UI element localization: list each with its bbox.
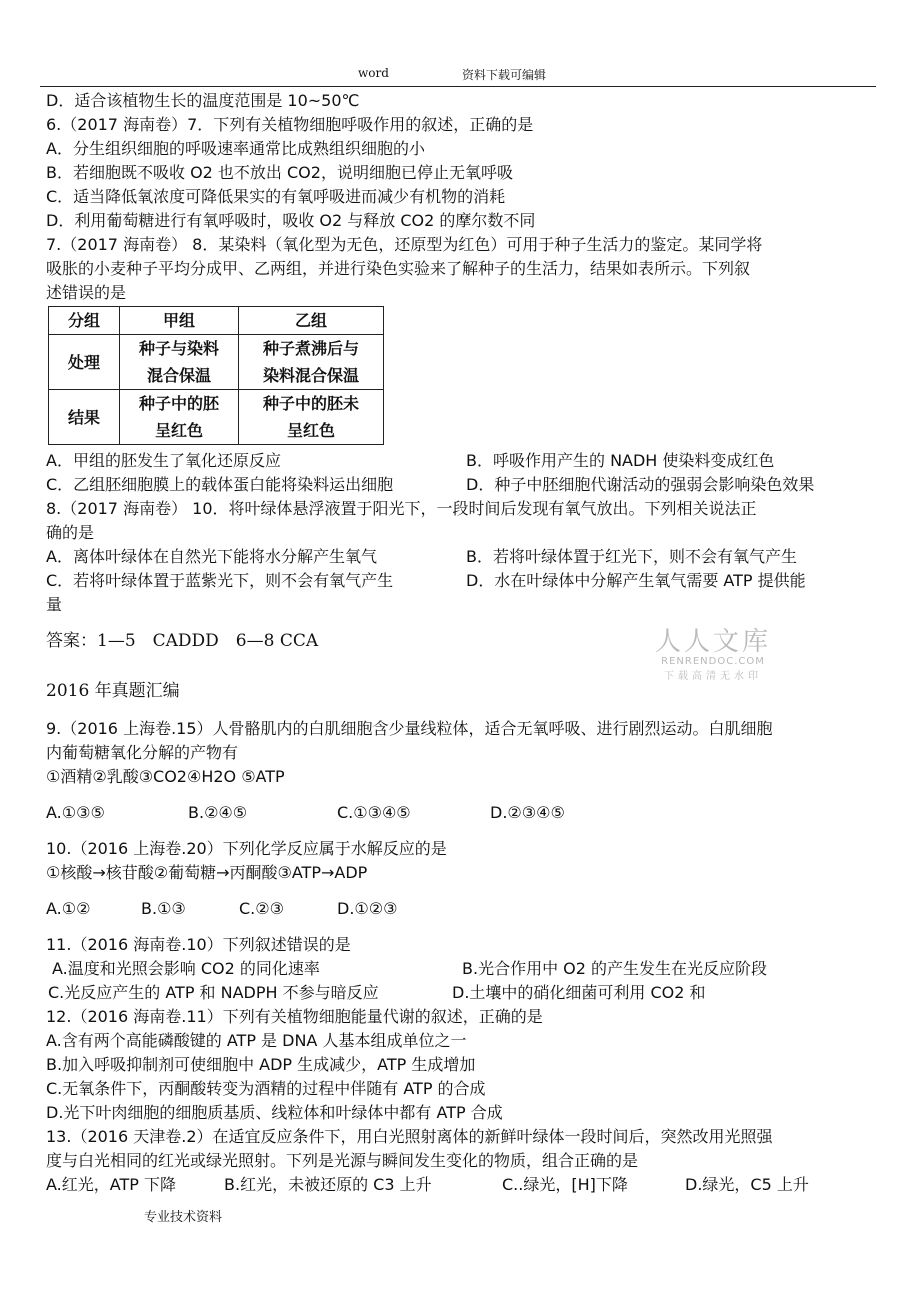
option-b: B.红光，未被还原的 C3 上升	[224, 1175, 432, 1194]
option-d: D.土壤中的硝化细菌可利用 CO2 和	[452, 983, 706, 1002]
option-b: B.加入呼吸抑制剂可使细胞中 ADP 生成减少，ATP 生成增加	[46, 1055, 476, 1074]
option-a: A．离体叶绿体在自然光下能将水分解产生氧气	[46, 547, 377, 566]
watermark-url: RENRENDOC.COM	[661, 656, 765, 667]
page-footer: 专业技术资料	[144, 1210, 223, 1225]
experiment-table	[48, 306, 384, 445]
option-c: C.无氧条件下，丙酮酸转变为酒精的过程中伴随有 ATP 的合成	[46, 1079, 486, 1098]
page-header	[40, 64, 876, 87]
question-7: 7.（2017 海南卷） 8．某染料（氧化型为无色，还原型为红色）可用于种子生活力的鉴定。某同学将	[46, 235, 763, 254]
option-d: D.绿光，C5 上升	[685, 1175, 809, 1194]
question-8: 8.（2017 海南卷） 10．将叶绿体悬浮液置于阳光下，一段时间后发现有氧气放出。下列相关说法正	[46, 499, 757, 518]
option-c: C．乙组胚细胞膜上的载体蛋白能将染料运出细胞	[46, 475, 394, 494]
option-a: A.含有两个高能磷酸键的 ATP 是 DNA 人基本组成单位之一	[46, 1031, 467, 1050]
watermark-note: 下载高清无水印	[664, 671, 762, 682]
watermark-text: 人人文库	[654, 627, 771, 657]
option-line: D．利用葡萄糖进行有氧呼吸时，吸收 O2 与释放 CO2 的摩尔数不同	[46, 211, 536, 230]
table-cell: 处理	[49, 335, 120, 390]
option-d: D.②③④⑤	[490, 803, 565, 822]
option-line: C．适当降低氧浓度可降低果实的有氧呼吸进而减少有机物的消耗	[46, 187, 506, 206]
text-line: 确的是	[46, 523, 95, 542]
text-line: 述错误的是	[46, 283, 127, 302]
option-b: B.①③	[141, 899, 186, 918]
table-cell: 种子煮沸后与 染料混合保温	[239, 335, 384, 390]
option-c: C.②③	[239, 899, 284, 918]
option-line: B．若细胞既不吸收 O2 也不放出 CO2，说明细胞已停止无氧呼吸	[46, 163, 513, 182]
table-cell: 结果	[49, 390, 120, 445]
table-cell: 分组	[49, 307, 120, 335]
option-b: B．呼吸作用产生的 NADH 使染料变成红色	[466, 451, 775, 470]
text-line: ①酒精②乳酸③CO2④H2O ⑤ATP	[46, 767, 285, 786]
section-title: 2016 年真题汇编	[46, 681, 180, 701]
table-row	[49, 335, 384, 390]
option-b: B.②④⑤	[188, 803, 248, 822]
option-a: A.①③⑤	[46, 803, 105, 822]
header-subtitle: 资料下载可编辑	[462, 68, 547, 82]
table-row	[49, 390, 384, 445]
question-6: 6.（2017 海南卷）7．下列有关植物细胞呼吸作用的叙述，正确的是	[46, 115, 534, 134]
option-c: C.光反应产生的 ATP 和 NADPH 不参与暗反应	[48, 983, 379, 1002]
watermark-logo	[648, 621, 778, 682]
text-line: 吸胀的小麦种子平均分成甲、乙两组，并进行染色实验来了解种子的生活力，结果如表所示。下列叙	[46, 259, 751, 278]
table-cell: 种子中的胚未 呈红色	[239, 390, 384, 445]
table-cell: 甲组	[120, 307, 239, 335]
answer-key: 答案：1—5 CADDD 6—8 CCA	[46, 631, 319, 651]
header-word: word	[358, 66, 389, 80]
option-c: C．若将叶绿体置于蓝紫光下，则不会有氧气产生	[46, 571, 394, 590]
option-a: A.温度和光照会影响 CO2 的同化速率	[52, 959, 320, 978]
option-c: C..绿光，[H]下降	[502, 1175, 628, 1194]
option-a: A．甲组的胚发生了氧化还原反应	[46, 451, 281, 470]
option-a: A.红光，ATP 下降	[46, 1175, 176, 1194]
table-header-row	[49, 307, 384, 335]
option-b: B．若将叶绿体置于红光下，则不会有氧气产生	[466, 547, 797, 566]
table-cell: 种子与染料 混合保温	[120, 335, 239, 390]
text-line: ①核酸→核苷酸②葡萄糖→丙酮酸③ATP→ADP	[46, 863, 368, 882]
question-13: 13.（2016 天津卷.2）在适宜反应条件下，用白光照射离体的新鲜叶绿体一段时间后，突然改用光照强	[46, 1127, 773, 1146]
text-line: 内葡萄糖氧化分解的产物有	[46, 743, 239, 762]
question-10: 10.（2016 上海卷.20）下列化学反应属于水解反应的是	[46, 839, 447, 858]
option-d: D．水在叶绿体中分解产生氧气需要 ATP 提供能	[466, 571, 806, 590]
option-d: D.光下叶肉细胞的细胞质基质、线粒体和叶绿体中都有 ATP 合成	[46, 1103, 503, 1122]
option-c: C.①③④⑤	[337, 803, 411, 822]
table-cell: 种子中的胚 呈红色	[120, 390, 239, 445]
question-9: 9.（2016 上海卷.15）人骨骼肌内的白肌细胞含少量线粒体，适合无氧呼吸、进行剧烈运动。白肌细胞	[46, 719, 773, 738]
text-line: 度与白光相同的红光或绿光照射。下列是光源与瞬间发生变化的物质，组合正确的是	[46, 1151, 639, 1170]
option-line: A．分生组织细胞的呼吸速率通常比成熟组织细胞的小	[46, 139, 425, 158]
text-line: D．适合该植物生长的温度范围是 10~50℃	[46, 91, 360, 110]
option-b: B.光合作用中 O2 的产生发生在光反应阶段	[462, 959, 768, 978]
question-12: 12.（2016 海南卷.11）下列有关植物细胞能量代谢的叙述，正确的是	[46, 1007, 543, 1026]
option-d: D．种子中胚细胞代谢活动的强弱会影响染色效果	[466, 475, 815, 494]
option-d: D.①②③	[337, 899, 398, 918]
question-11: 11.（2016 海南卷.10）下列叙述错误的是	[46, 935, 351, 954]
option-a: A.①②	[46, 899, 91, 918]
text-line: 量	[46, 595, 63, 614]
table-cell: 乙组	[239, 307, 384, 335]
